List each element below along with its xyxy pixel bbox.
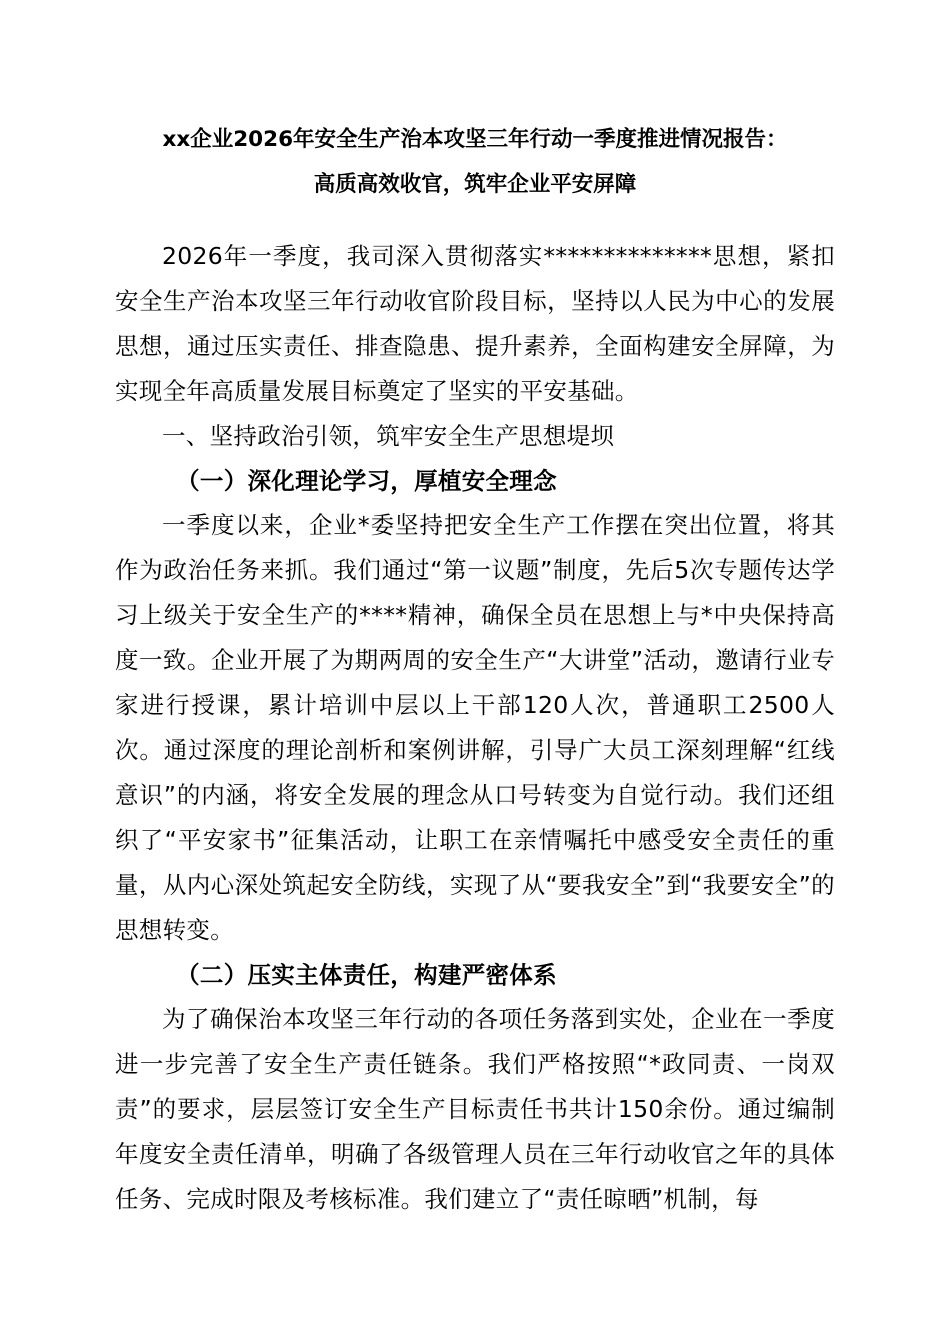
section1-heading: 一、坚持政治引领，筑牢安全生产思想堤坝 <box>162 421 615 450</box>
intro-paragraph: 2026年一季度，我司深入贯彻落实**************思想，紧扣安全生产治本攻坚三年行动收官阶段目标，坚持以人民为中心的发展思想，通过压实责任、排查隐患、提升素养，全面构建安全屏障，为实现全年高质量发展目标奠定了坚实的平安基础。 <box>115 242 835 405</box>
subsection1-paragraph: 一季度以来，企业*委坚持把安全生产工作摆在突出位置，将其作为政治任务来抓。我们通过“第一议题”制度，先后5次专题传达学习上级关于安全生产的****精神，确保全员在思想上与*中央保持高度一致。企业开展了为期两周的安全生产“大讲堂”活动，邀请行业专家进行授课，累计培训中层以上干部120人次，普通职工2500人次。通过深度的理论剖析和案例讲解，引导广大员工深刻理解“红线意识”的内涵，将安全发展的理念从口号转变为自觉行动。我们还组织了“平安家书”征集活动，让职工在亲情嘱托中感受安全责任的重量，从内心深处筑起安全防线，实现了从“要我安全”到“我要安全”的思想转变。 <box>115 511 835 944</box>
document-body <box>115 234 835 1222</box>
document-title-line2: 高质高效收官，筑牢企业平安屏障 <box>313 172 637 197</box>
subsection1-heading: （一）深化理论学习，厚植安全理念 <box>176 466 557 495</box>
document-title-line1: xx企业2026年安全生产治本攻坚三年行动一季度推进情况报告： <box>162 127 788 152</box>
subsection2-heading: （二）压实主体责任，构建严密体系 <box>176 960 557 989</box>
subsection2-paragraph: 为了确保治本攻坚三年行动的各项任务落到实处，企业在一季度进一步完善了安全生产责任链条。我们严格按照“*政同责、一岗双责”的要求，层层签订安全生产目标责任书共计150余份。通过编制年度安全责任清单，明确了各级管理人员在三年行动收官之年的具体任务、完成时限及考核标准。我们建立了“责任晾晒”机制，每 <box>115 1005 835 1214</box>
